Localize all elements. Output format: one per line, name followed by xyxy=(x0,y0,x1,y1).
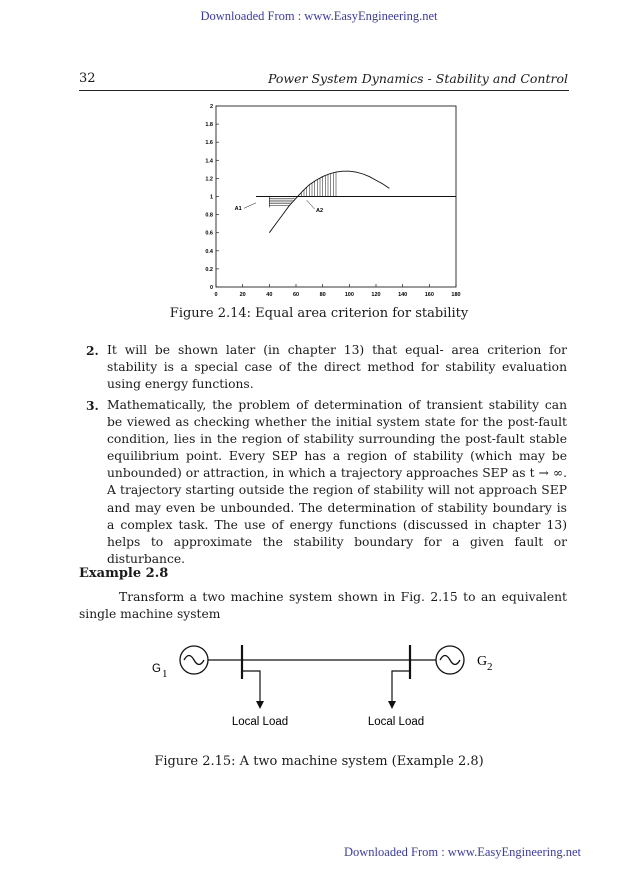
x-tick-label: 180 xyxy=(451,292,461,298)
y-tick-label: 0.8 xyxy=(205,212,213,219)
header-rule xyxy=(79,90,569,91)
x-tick-label: 60 xyxy=(292,292,300,298)
y-tick-label: 0.4 xyxy=(205,248,213,255)
x-tick-label: 80 xyxy=(319,292,326,298)
download-link-top[interactable]: Downloaded From : www.EasyEngineering.net xyxy=(200,9,438,23)
load-left-label: Local Load xyxy=(231,716,289,728)
load-1-feeder xyxy=(242,671,260,703)
list-item-number: 2. xyxy=(86,343,99,358)
load-right-label: Local Load xyxy=(367,716,425,728)
area-label-a2: A2 xyxy=(316,207,324,214)
x-tick-label: 160 xyxy=(424,292,434,298)
example-text-content: Transform a two machine system shown in Fig. 2.15 to an equivalent single machine system xyxy=(79,590,567,622)
y-tick-label: 1 xyxy=(209,194,213,201)
download-link-bottom[interactable]: Downloaded From : www.EasyEngineering.net xyxy=(344,845,581,859)
y-tick-label: 1.8 xyxy=(205,122,213,129)
list-item-number: 3. xyxy=(86,398,99,413)
axis-ticks xyxy=(205,104,460,298)
y-tick-label: 2 xyxy=(209,104,213,110)
load-2-feeder xyxy=(392,671,410,703)
area-labels xyxy=(235,200,323,214)
gen1-subscript: 1 xyxy=(162,668,168,680)
x-tick-label: 20 xyxy=(239,292,246,298)
x-tick-label: 120 xyxy=(371,292,381,298)
y-tick-label: 0.6 xyxy=(205,230,213,237)
area-hatching xyxy=(269,172,336,207)
example-heading: Example 2.8 xyxy=(79,566,169,581)
y-tick-label: 0 xyxy=(209,285,213,291)
y-tick-label: 0.2 xyxy=(205,266,213,273)
y-tick-label: 1.2 xyxy=(205,176,213,183)
gen2-label: G xyxy=(477,654,488,669)
y-tick-label: 1.6 xyxy=(205,140,213,147)
x-tick-label: 0 xyxy=(214,292,218,298)
page-number: 32 xyxy=(79,71,96,86)
figure-2-14-caption: Figure 2.14: Equal area criterion for stability xyxy=(169,306,469,321)
load-2-arrow-icon xyxy=(388,701,396,709)
two-machine-diagram xyxy=(140,645,500,735)
running-header: Power System Dynamics - Stability and Control xyxy=(267,71,568,86)
equal-area-chart xyxy=(190,100,470,305)
list-item-3 xyxy=(86,397,567,568)
list-item-text: Mathematically, the problem of determination of transient stability can be viewed as checking whether the initial system state for the post-fault condition, lies in the region of stability surrounding the post-fault stable equilibrium point. Every SEP has a region of stability (which may be unbounded) or attraction, in which a trajectory approaches SEP as t → ∞. A trajectory starting outside the region of stability will not approach SEP and may even be unbounded. The determination of stability boundary is a complex task. The use of energy functions (discussed in chapter 13) helps to approximate the stability boundary for a given fault or disturbance. xyxy=(107,398,567,566)
y-tick-label: 1.4 xyxy=(205,158,213,165)
label-leader xyxy=(307,200,315,209)
gen1-label: G xyxy=(152,663,161,675)
label-leader xyxy=(244,203,256,208)
list-item-2 xyxy=(86,342,567,393)
x-tick-label: 100 xyxy=(344,292,354,298)
x-tick-label: 40 xyxy=(266,292,273,298)
load-1-arrow-icon xyxy=(256,701,264,709)
list-item-text: It will be shown later (in chapter 13) that equal- area criterion for stability is a special case of the direct method for stability evaluation using energy functions. xyxy=(107,343,567,392)
gen2-subscript: 2 xyxy=(487,661,493,673)
example-text xyxy=(79,589,567,623)
area-label-a1: A1 xyxy=(234,206,242,213)
sine-wave-icon xyxy=(184,656,204,665)
sine-wave-icon xyxy=(440,656,460,665)
figure-2-15-caption: Figure 2.15: A two machine system (Example 2.8) xyxy=(154,754,484,769)
x-tick-label: 140 xyxy=(398,292,408,298)
